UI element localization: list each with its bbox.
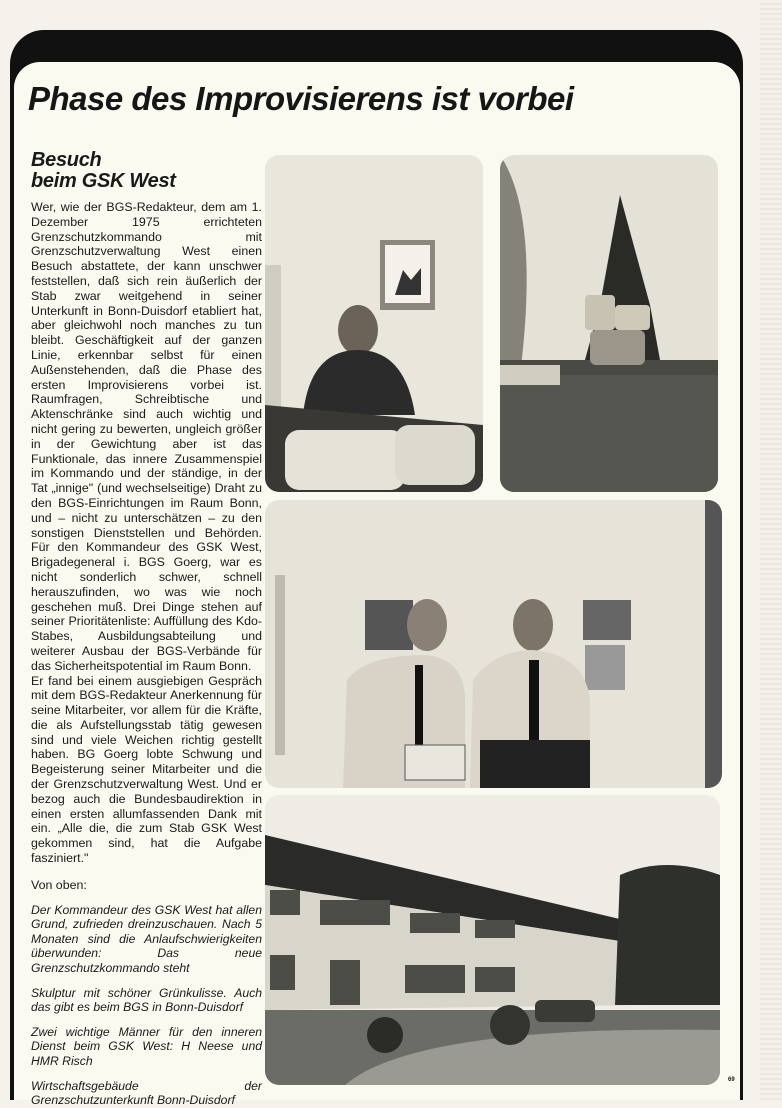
caption-2: Skulptur mit schöner Grünkulisse. Auch das gibt es beim BGS in Bonn-Duisdorf [31,985,262,1015]
caption-4: Wirtschaftsgebäude der Grenzschutzunterkunft Bonn-Duisdorf [31,1078,262,1108]
captions-intro: Von oben: [31,877,87,892]
article-title: Phase des Improvisierens ist vorbei [28,80,574,117]
photo-sculpture [500,155,718,492]
page-number: 69 [728,1077,735,1083]
photo-commander-at-desk [265,155,483,492]
body-paragraph-1: Wer, wie der BGS-Redakteur, dem am 1. Dezember 1975 errichteten Grenzschutzkommando mit Grenzschutzverwaltung West einen Besuch abstattete, der kann unschwer feststellen, daß sich rein äußerlich der Stab zwar weitgehend in seiner Unterkunft in Bonn-Duisdorf etabliert hat, aber gleichwohl noch manches zu tun bleibt. Geschäftigkeit auf der ganzen Linie, erkennbar selbst für einen Außenstehenden, daß die Phase des ersten Improvisierens vorbei ist. Raumfragen, Schreibtische und Aktenschränke sind auch wichtig und nicht gering zu bewerten, ungleich größer in der Gewichtung aber ist das Funktionale, das innere Zusammenspiel im Kommando und der ständige, in der Tat „innige" (und wechselseitige) Draht zu den BGS-Einrichtungen im Raum Bonn, und – nicht zu unterschätzen – zu den sonstigen Dienststellen und Behörden. Für den Kommandeur des GSK West, Brigadegeneral i. BGS Goerg, war es nicht sonderlich schwer, schnell herauszufinden, wo was wie noch geschehen muß. Drei Dinge stehen auf seiner Prioritätenliste: Auffüllung des Kdo-Stabes, Ausbildungsabteilung und weiterer Ausbau der BGS-Verbände für das Sicherheitspotential im Raum Bonn. [31,200,262,673]
scan-edge [760,0,782,1100]
photo-building [265,795,720,1085]
left-text-column [31,200,262,1108]
photo-two-men [265,500,722,788]
article-body [31,200,262,866]
subtitle-line-2: beim GSK West [31,170,176,192]
caption-1: Der Kommandeur des GSK West hat allen Grund, zufrieden dreinzuschauen. Nach 5 Monaten sind die Anlaufschwierigkeiten überwunden: Das neue Grenzschutzkommando steht [31,902,262,976]
body-paragraph-2: Er fand bei einem ausgiebigen Gespräch mit dem BGS-Redakteur Anerkennung für seine Mitarbeiter, vor allem für die Kräfte, die als Aufstellungsstab tätig gewesen sind und viele Weichen richtig gestellt haben. BG Goerg lobte Schwung und Begeisterung seiner Mitarbeiter und die der Grenzschutzverwaltung West. Und er bezog auch die Bundesbaudirektion in einen ersten allumfassenden Dank mit ein. „Alle die, die zum Stab GSK West gekommen sind, hat die Aufgabe fasziniert." [31,673,262,866]
caption-3: Zwei wichtige Männer für den inneren Dienst beim GSK West: H Neese und HMR Risch [31,1024,262,1068]
article-subtitle [31,150,176,192]
subtitle-line-1: Besuch [31,149,102,171]
